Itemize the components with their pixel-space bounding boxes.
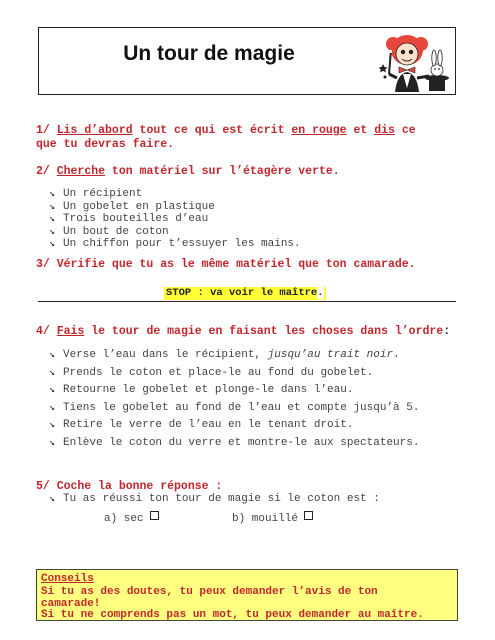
- arrow-down-right-icon: ↘: [49, 494, 56, 505]
- section-4-rest: le tour de magie en faisant les choses dans l’ordre: [84, 325, 444, 338]
- materials-list: [49, 188, 301, 251]
- list-item: ↘ Un bout de coton: [49, 225, 169, 238]
- conseils-box: [36, 569, 458, 621]
- section-1-line-2: que tu devras faire.: [36, 138, 175, 151]
- arrow-down-right-icon: ↘: [49, 402, 56, 414]
- section-2-number: 2/: [36, 165, 50, 178]
- section-1-text-a: tout ce qui est écrit: [132, 124, 292, 137]
- list-item: ↘ Un récipient: [49, 188, 143, 200]
- stop-banner: STOP : va voir le maître.: [166, 287, 324, 299]
- list-item: ↘ Retourne le gobelet et plonge-le dans l’eau.: [49, 382, 419, 400]
- dis: dis: [374, 124, 395, 137]
- cherche: Cherche: [56, 165, 106, 178]
- list-item: ↘ Enlève le coton du verre et montre-le aux spectateurs.: [49, 435, 419, 453]
- magician-girl-icon: [379, 30, 457, 94]
- arrow-down-right-icon: ↘: [49, 367, 56, 379]
- arrow-down-right-icon: ↘: [49, 201, 56, 213]
- list-item: ↘ Un chiffon pour t’essuyer les mains.: [49, 238, 301, 250]
- list-item: ↘ Verse l’eau dans le récipient, jusqu’au trait noir.: [49, 347, 419, 365]
- lis-dabord: Lis d’abord: [56, 124, 133, 137]
- arrow-down-right-icon: ↘: [49, 226, 56, 238]
- page-title: Un tour de magie: [123, 42, 295, 65]
- checkbox-b[interactable]: [304, 511, 313, 520]
- section-4-number: 4/: [36, 325, 50, 338]
- arrow-down-right-icon: ↘: [49, 385, 56, 396]
- section-1-text-b: et: [346, 124, 375, 137]
- section-2-heading: [36, 165, 340, 179]
- section-3: 3/ Vérifie que tu as le même matériel que ton camarade.: [36, 258, 416, 271]
- arrow-down-right-icon: ↘: [49, 350, 56, 361]
- section-1-text-c: ce: [394, 124, 416, 137]
- list-item: ↘ Trois bouteilles d’eau: [49, 213, 209, 225]
- conseils-line-2: camarade!: [41, 598, 101, 610]
- section-4-heading: 4/ Fais le tour de magie en faisant les choses dans l’ordre:: [36, 325, 451, 338]
- list-item: ↘ Un gobelet en plastique: [49, 200, 215, 213]
- fais: Fais: [56, 325, 85, 338]
- list-item: ↘ Tiens le gobelet au fond de l’eau et compte jusqu’à 5.: [49, 400, 419, 418]
- checkbox-a[interactable]: [150, 511, 159, 520]
- section-1: [36, 124, 461, 152]
- steps-list: [49, 347, 419, 452]
- en-rouge: en rouge: [291, 124, 347, 137]
- arrow-down-right-icon: ↘: [49, 214, 56, 225]
- arrow-down-right-icon: ↘: [49, 239, 56, 250]
- list-item: ↘ Retire le verre de l’eau en le tenant droit.: [49, 417, 419, 435]
- arrow-down-right-icon: ↘: [49, 437, 56, 449]
- list-item: ↘ Prends le coton et place-le au fond du gobelet.: [49, 365, 419, 383]
- title-box: [38, 27, 456, 95]
- section-1-number: 1/: [36, 124, 50, 137]
- option-b[interactable]: b) mouillé: [232, 511, 313, 526]
- section-5-heading: 5/ Coche la bonne réponse :: [36, 480, 223, 493]
- section-2-rest: ton matériel sur l’étagère verte.: [105, 165, 340, 178]
- arrow-down-right-icon: ↘: [49, 420, 56, 431]
- conseils-line-3: Si tu ne comprends pas un mot, tu peux demander au maître.: [41, 609, 424, 621]
- arrow-down-right-icon: ↘: [49, 189, 56, 200]
- conseils-line-1: Si tu as des doutes, tu peux demander l’avis de ton: [41, 586, 378, 598]
- section-5-question: ↘ Tu as réussi ton tour de magie si le coton est :: [49, 493, 380, 505]
- option-a[interactable]: a) sec: [104, 511, 159, 526]
- conseils-title: Conseils: [41, 573, 94, 585]
